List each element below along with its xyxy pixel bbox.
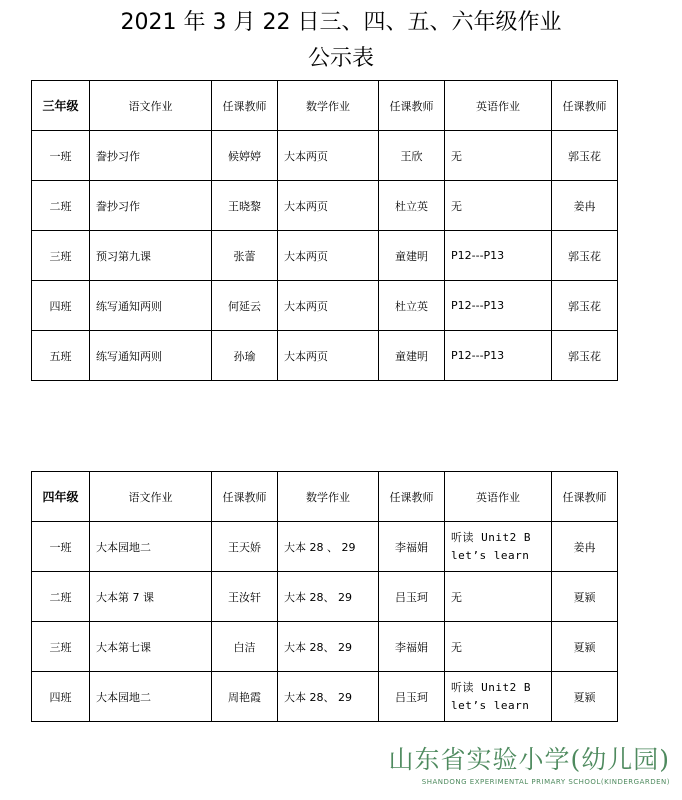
class-cell: 一班 bbox=[32, 522, 90, 572]
math-cell: 大本两页 bbox=[278, 231, 379, 281]
table-row bbox=[32, 131, 618, 181]
teacher-cell: 王欣 bbox=[379, 131, 445, 181]
english-cell: 无 bbox=[445, 572, 552, 622]
header-teacher: 任课教师 bbox=[379, 81, 445, 131]
teacher-cell: 何延云 bbox=[212, 281, 278, 331]
english-cell: P12---P13 bbox=[445, 281, 552, 331]
teacher-cell: 姜冉 bbox=[552, 522, 618, 572]
english-cell: 听读 Unit2 B let’s learn bbox=[445, 522, 552, 572]
header-chinese: 语文作业 bbox=[90, 81, 212, 131]
teacher-cell: 李福娟 bbox=[379, 522, 445, 572]
teacher-cell: 童建明 bbox=[379, 331, 445, 381]
teacher-cell: 夏颍 bbox=[552, 622, 618, 672]
math-cell: 大本 28、 29 bbox=[278, 572, 379, 622]
table-row bbox=[32, 231, 618, 281]
teacher-cell: 白洁 bbox=[212, 622, 278, 672]
grade3-table bbox=[31, 80, 618, 381]
chinese-cell: 誊抄习作 bbox=[90, 181, 212, 231]
teacher-cell: 杜立英 bbox=[379, 281, 445, 331]
math-cell: 大本两页 bbox=[278, 331, 379, 381]
chinese-cell: 誊抄习作 bbox=[90, 131, 212, 181]
chinese-cell: 大本园地二 bbox=[90, 522, 212, 572]
table-header-row bbox=[32, 472, 618, 522]
table-row bbox=[32, 672, 618, 722]
school-logo bbox=[370, 744, 670, 788]
english-cell: 无 bbox=[445, 622, 552, 672]
chinese-cell: 练写通知两则 bbox=[90, 281, 212, 331]
header-english: 英语作业 bbox=[445, 81, 552, 131]
table-row bbox=[32, 572, 618, 622]
class-cell: 五班 bbox=[32, 331, 90, 381]
teacher-cell: 夏颍 bbox=[552, 572, 618, 622]
teacher-cell: 夏颍 bbox=[552, 672, 618, 722]
header-english: 英语作业 bbox=[445, 472, 552, 522]
english-cell: P12---P13 bbox=[445, 331, 552, 381]
class-cell: 四班 bbox=[32, 281, 90, 331]
teacher-cell: 候婷婷 bbox=[212, 131, 278, 181]
header-math: 数学作业 bbox=[278, 81, 379, 131]
class-cell: 三班 bbox=[32, 622, 90, 672]
teacher-cell: 郭玉花 bbox=[552, 231, 618, 281]
english-cell: 无 bbox=[445, 131, 552, 181]
math-cell: 大本 28、 29 bbox=[278, 622, 379, 672]
teacher-cell: 周艳霞 bbox=[212, 672, 278, 722]
header-teacher: 任课教师 bbox=[379, 472, 445, 522]
teacher-cell: 姜冉 bbox=[552, 181, 618, 231]
teacher-cell: 孙瑜 bbox=[212, 331, 278, 381]
english-cell: 听读 Unit2 B let’s learn bbox=[445, 672, 552, 722]
class-cell: 二班 bbox=[32, 181, 90, 231]
header-teacher: 任课教师 bbox=[212, 81, 278, 131]
teacher-cell: 张蕾 bbox=[212, 231, 278, 281]
class-cell: 二班 bbox=[32, 572, 90, 622]
header-math: 数学作业 bbox=[278, 472, 379, 522]
chinese-cell: 大本第七课 bbox=[90, 622, 212, 672]
chinese-cell: 大本园地二 bbox=[90, 672, 212, 722]
header-teacher: 任课教师 bbox=[552, 472, 618, 522]
math-cell: 大本两页 bbox=[278, 281, 379, 331]
grade-label: 四年级 bbox=[32, 472, 90, 522]
english-cell: 无 bbox=[445, 181, 552, 231]
school-logo-chinese: 山东省实验小学(幼儿园) bbox=[388, 745, 670, 774]
math-cell: 大本两页 bbox=[278, 131, 379, 181]
header-teacher: 任课教师 bbox=[212, 472, 278, 522]
math-cell: 大本 28 、 29 bbox=[278, 522, 379, 572]
school-logo-english: SHANDONG EXPERIMENTAL PRIMARY SCHOOL(KINDERGARDEN) bbox=[421, 778, 670, 786]
grade-label: 三年级 bbox=[32, 81, 90, 131]
class-cell: 一班 bbox=[32, 131, 90, 181]
teacher-cell: 吕玉珂 bbox=[379, 572, 445, 622]
chinese-cell: 预习第九课 bbox=[90, 231, 212, 281]
page-subtitle: 公示表 bbox=[307, 46, 374, 71]
math-cell: 大本两页 bbox=[278, 181, 379, 231]
table-row bbox=[32, 522, 618, 572]
teacher-cell: 郭玉花 bbox=[552, 281, 618, 331]
grade4-table bbox=[31, 471, 618, 722]
table-row bbox=[32, 331, 618, 381]
teacher-cell: 童建明 bbox=[379, 231, 445, 281]
chinese-cell: 大本第 7 课 bbox=[90, 572, 212, 622]
header-teacher: 任课教师 bbox=[552, 81, 618, 131]
class-cell: 三班 bbox=[32, 231, 90, 281]
class-cell: 四班 bbox=[32, 672, 90, 722]
table-row bbox=[32, 622, 618, 672]
teacher-cell: 吕玉珂 bbox=[379, 672, 445, 722]
math-cell: 大本 28、 29 bbox=[278, 672, 379, 722]
page-title: 2021 年 3 月 22 日三、四、五、六年级作业 bbox=[120, 10, 562, 35]
table-header-row bbox=[32, 81, 618, 131]
teacher-cell: 王晓黎 bbox=[212, 181, 278, 231]
chinese-cell: 练写通知两则 bbox=[90, 331, 212, 381]
table-row bbox=[32, 181, 618, 231]
teacher-cell: 杜立英 bbox=[379, 181, 445, 231]
header-chinese: 语文作业 bbox=[90, 472, 212, 522]
teacher-cell: 王汝轩 bbox=[212, 572, 278, 622]
table-row bbox=[32, 281, 618, 331]
teacher-cell: 郭玉花 bbox=[552, 131, 618, 181]
teacher-cell: 李福娟 bbox=[379, 622, 445, 672]
english-cell: P12---P13 bbox=[445, 231, 552, 281]
teacher-cell: 王天娇 bbox=[212, 522, 278, 572]
teacher-cell: 郭玉花 bbox=[552, 331, 618, 381]
